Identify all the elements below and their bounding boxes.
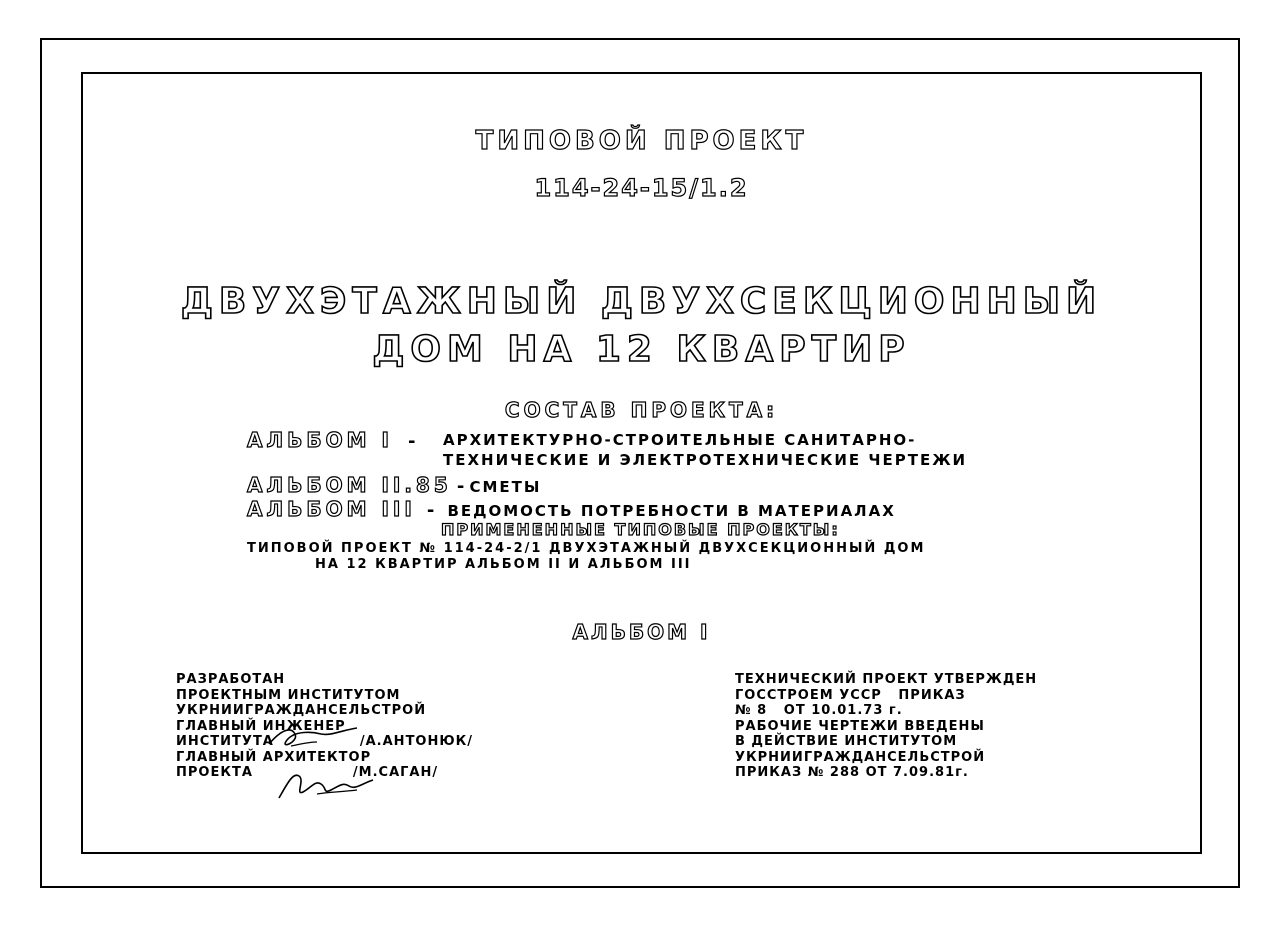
chief-engineer-name: /А.АНТОНЮК/ — [359, 734, 473, 749]
applied-project-line-1: ТИПОВОЙ ПРОЕКТ № 114-24-2/1 ДВУХЭТАЖНЫЙ ДВУХСЕКЦИОННЫЙ ДОМ — [247, 541, 926, 556]
album-3-desc: ВЕДОМОСТЬ ПОТРЕБНОСТИ В МАТЕРИАЛАХ — [447, 502, 896, 520]
approval-line-6: УКРНИИГРАЖДАНСЕЛЬСТРОЙ — [735, 749, 986, 765]
title-sheet — [81, 72, 1202, 854]
album-title: АЛЬБОМ I — [572, 620, 711, 644]
album-2-dash: - — [456, 476, 465, 497]
album-2-desc: СМЕТЫ — [469, 478, 542, 496]
approval-line-1: ТЕХНИЧЕСКИЙ ПРОЕКТ УТВЕРЖДЕН — [735, 672, 1038, 687]
album-3-row — [247, 497, 896, 521]
approval-line-3: № 8 ОТ 10.01.73 г. — [735, 703, 903, 718]
title-line-1: ДВУХЭТАЖНЫЙ ДВУХСЕКЦИОННЫЙ — [180, 281, 1103, 322]
developer-line-2: ПРОЕКТНЫМ ИНСТИТУТОМ — [176, 687, 401, 703]
applied-project-line-2: НА 12 КВАРТИР АЛЬБОМ II И АЛЬБОМ III — [315, 557, 692, 572]
developer-line-6: ГЛАВНЫЙ АРХИТЕКТОР — [176, 749, 372, 765]
developer-line-1: РАЗРАБОТАН — [176, 672, 286, 687]
album-2-row — [247, 473, 541, 497]
album-2-label: АЛЬБОМ II.85 — [247, 473, 452, 497]
project-number: 114-24-15/1.2 — [534, 174, 749, 202]
approval-line-4: РАБОЧИЕ ЧЕРТЕЖИ ВВЕДЕНЫ — [735, 718, 985, 734]
album-3-dash: - — [426, 500, 435, 521]
approval-line-5: В ДЕЙСТВИЕ ИНСТИТУТОМ — [735, 734, 958, 749]
album-1-dash: - — [407, 431, 416, 452]
album-1-desc-2: ТЕХНИЧЕСКИЕ И ЭЛЕКТРОТЕХНИЧЕСКИЕ ЧЕРТЕЖИ — [443, 451, 968, 469]
applied-projects-heading: ПРИМЕНЕННЫЕ ТИПОВЫЕ ПРОЕКТЫ: — [441, 520, 840, 539]
engineer-signature-icon — [261, 720, 361, 756]
architect-signature-icon — [269, 764, 379, 806]
developer-line-4: ГЛАВНЫЙ ИНЖЕНЕР — [176, 718, 346, 734]
composition-heading: СОСТАВ ПРОЕКТА: — [504, 398, 779, 422]
developer-line-3: УКРНИИГРАЖДАНСЕЛЬСТРОЙ — [176, 703, 427, 718]
approval-block — [735, 672, 1037, 781]
album-3-label: АЛЬБОМ III — [247, 497, 416, 521]
chief-engineer-label: ИНСТИТУТА — [176, 734, 274, 749]
approval-line-7: ПРИКАЗ № 288 ОТ 7.09.81г. — [735, 765, 969, 780]
album-1-label: АЛЬБОМ I — [247, 428, 393, 452]
chief-architect-name: /М.САГАН/ — [352, 765, 439, 780]
album-1-desc-1: АРХИТЕКТУРНО-СТРОИТЕЛЬНЫЕ САНИТАРНО- — [443, 431, 917, 449]
approval-line-2: ГОССТРОЕМ УССР ПРИКАЗ — [735, 687, 966, 703]
title-line-2: ДОМ НА 12 КВАРТИР — [372, 329, 911, 370]
album-1-row — [247, 428, 415, 452]
chief-architect-label: ПРОЕКТА — [176, 765, 253, 780]
project-type: ТИПОВОЙ ПРОЕКТ — [475, 126, 808, 156]
